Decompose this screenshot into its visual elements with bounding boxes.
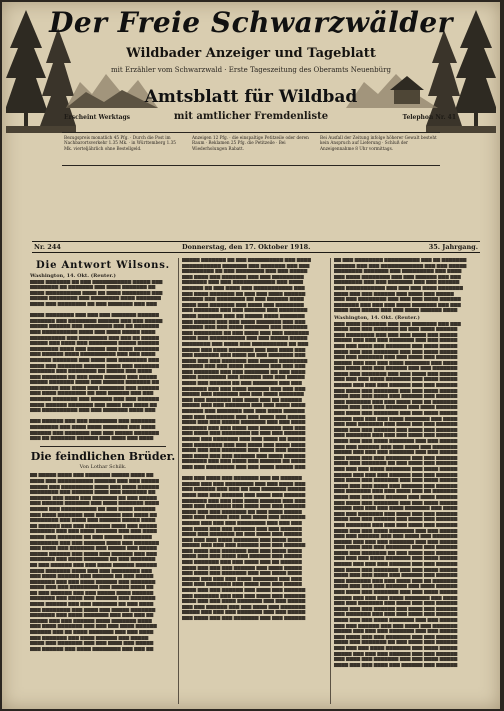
issue-dateline xyxy=(32,241,480,253)
publication-schedule: Erscheint Werktags xyxy=(64,114,131,121)
delivery-notice-text: Bei Ausfall der Zeitung infolge höherer Gewalt besteht kein Anspruch auf Lieferung · Schluß der Anzeigennahme 8 Uhr vormittags. xyxy=(320,135,437,151)
article-headline: Die Antwort Wilsons. xyxy=(36,260,170,271)
article-headline: Die feindlichen Brüder. xyxy=(30,449,176,463)
article-body-text: █████ ███████ ██ ███ ██████████ ███ ████ ███████████ ███████ ███ ███████ ███ ███ █████████ ██ ███ ████████ ███ ███ █████ ███ ████ ███ ███████ ███ ███ █████████ ███████ ███ ███ ████████████ ███ ████ ██████ ██ ███ ████ ███ ███████████ ███ ███ ████ ███████ ██ ███ ███ ████ ██████ ██████ ███ ████████ ██ ███ ██████ ████ ████ ███ ███████ ███ ████ ███ ████████ ███ ███████ ███ ███ ██████ ███ ████████ ████ ███████ ███ ██ █████ ████ ███████ ███ ██████ ███ ███ ████ ███████ ███ ███ ██████ ███ ███ ████ ███████ ███ ███████ ███ ████████ ██ ███ ████ ███ ███ ███████ ████ ███ ██████████ ███ ███ █████ █████ ████████ ███ ████ ███ ██████████ ██ ███ █████ ███ ████ ███████ ███ ███ ████ ███ ███ ███████ ███ ████ ██ ███ ███████ ███ ████ ███ ███ ███████ ███ █████ ████████ ██████ ███ ███ ████ ███████ ███ ███ ███ ███ ███████ ███ ███ ███████ ██ ███ ████ ████ ████████ ███ ██████ ███ ███ █████ ████ ███ ██████ ██ ███ ███████ ███ ███ ███████ ███ ███ ████ ██████ ███ ███ ███ █████ ███ ███████ ███ ███ ████ ███████ ███ ███ ███████ ███ ████ ███ ██ ██████ █████ ███ ███ ███████ ███ ███ ████ ████ ██████ ███ ███████ ███ ███ ████ ██████ ███ ███ ████████ ███ ███ ████ ███ █████ ████ ███ ███ █████ ███████ ███ ███ ████ ███████ ███ ███ ████ ███ ██████ ███ ███ ███ ████ ███ ████████ ██ ███ ███ ██████ █████ ███ ███████ ███ ███ ████ ██ █████ ███ ████████ ███ ███ ████ ███ ████ ████ ████ ███ ███ ███████ ███ ████ ███ █████ ███ ████ ███ ███ ██████ ███ ████ ██████ ███████ ███ ███ ████ ███ ██████ ██ ████ ███ ███ ████████ ███ ███ ████ █████ ███ ███ ███ ████ ███ ███████ ███ ██ ██████ █████ ███ ███ ████████ ███ ███ ████ ███ ███ ██████ ███ ███ ██ ███ ███████ █████ ████ ███ ███ ██████ ███ ████ ███ ██████ ███████ ███ ███ ███ ████ ██████ ███ ███ ███ ███ ███████ ███ ████ ███ ███ ██████ ████ ███ ███ ███████ ██ ███ ████ █████ ███ ███ ██████ ███ ███ ████ ███ ███████ █████ ███ ███ ███ ████████ ███ ███ ███ ███ ████ ███ ███ ██████ ███ ███ ██████ ████ ███ ███████ ██ ███ ████ ███ █████ ███ ███ ███ ████ ███████ ███ ████ ████ █████ ███ ███ ███ ██████ ███ ███ ██████ ███ ████ ███ ███████ ███ ███ ████ ████ ████ ███ ███ ████ ███ ██████ ███ █████ ███ ███████ ███ ███ ████ ███ ██ ██████ ████ ███ ███ ███ ██████ ███ ████ █████ ███ ████ ███ ███████ ███ ███ ████ ████ █████ ███ ███ ███ ████ ███████ ███ ███ ███ ███ ███████ ███ ████ ███ ███ █████ ████ ███ ███ ██████ ███ ████ ███ ██████ ███ ███████ ███ ███ ███ ████ ███ ██████ ████ ███ ███ ████ ███████ ███ ███ █████ ███ ███ ██████ ███ ███ ████ ███ ███████ █████ ███ ███ ███ ███████ ███ ███ █████ ███ ████ ███ ███ ███████ ███ ███ ██████ xyxy=(182,258,311,621)
fremdenliste-subheading: mit amtlicher Fremdenliste xyxy=(173,111,329,122)
advertising-price-text: Anzeigen 12 Pfg. · die einspaltige Petitzeile oder deren Raum · Reklamen 25 Pfg. die Petitzeile · Bei Wiederholungen Rabatt. xyxy=(192,135,309,151)
article-body-text: ███ ████ ███████ ███ ███ ███████ ███ ███ ████ ███ ███ ███████ ██ ███ ████ ██████ ███ ████████ ███ ███ ███ ████ ███ █████ █████ ███ ███ ███ ███████ ███ ███ █████ ███ ███ ████ ███ ███████ ███ ████ █████ ████ ███ ███ ███████ ███ ███ ████ █████ ███ ███ ███████ ███ ███ ████ ███ ██████ █████ ███ ███ ███ ████ ███████ ███ ████ ███ ████ ███ ███ ██████ ███ ███ ███████ ████ ███ ███████ ███ ███ ████ ███ █████ ███ ███ ███ ████ ███████ ███ ████ █████ █████ ███ ███ ███ ██████ ███ ███ ██████ ███ ████ ███ ███████ ███ ███ ████ █████ ████ ███ ███ ████ ███ ██████ ███ ██████ ███ ███████ ███ ███ ████ ███ ██ ███████ ████ ███ ███ ███ ██████ ███ ████ ██████ ███ ████ ███ ███████ ███ ███ ████ █████ █████ ███ ███ ███ ████ ███████ ███ ████ ███ ███ ███████ ███ ████ ███ ███ ██████ ████ ███ ███ ██████ ███ ████ ███ ██████ ███ ███████ ███ ███ ███ ████ ███ ██████ ████ ███ ███ ████ ███████ ███ ███ █████ ███ ███ ██████ ███ ███ ████ ███ ███████ █████ ███ ███ ███ ███████ ███ ███ █████ ███ ████ ███ ███ ███████ ███ ███ ██████ ████ ███ ███████ ██ ███ ████ ███ ██████ ███ ███ ███ ████ ███████ ███ ████ █████ █████ ███ ███ ███ ██████ ███ ███ ██████ ███ ████ ███ ███████ ███ ███ ████ █████ ████ ███ ███ ████ ███ ██████ ███ ██████ ███ ███████ ███ ███ ████ ███ ██ ███████ ████ ███ ███ ███ ██████ ███ ████ ██████ ███ ████ ███ ███████ ███ ███ ████ █████ █████ ███ ███ ███ ████ ███████ ███ ████ ███ ███ ███████ ███ ████ ███ ███ ██████ ████ ███ ███ ██████ ███ ████ ███ ██████ ███ ███████ ███ ███ ███ ████ ███ ██████ ████ ███ ███ ████ ███████ ███ ███ █████ ███ ███ ██████ ███ ███ ████ ███ ███████ █████ ███ ███ ███ ███████ ███ ███ █████ ███ ████ ███ ███ ███████ ███ ███ ██████ ████ ███ ███████ ██ ███ ████ ███ ██████ ███ ███ ███ ████ ███████ ███ ████ █████ █████ ███ ███ ███ ██████ ███ ███ ██████ ███ ████ ███ ███████ ███ ███ ████ █████ ████ ███ ███ ████ ███ ██████ ███ ██████ ███ ███████ ███ ███ ████ ███ ██ ███████ ████ ███ ███ ███ ██████ ███ ████ ██████ ███ ████ ███ ███████ ███ ███ ████ █████ █████ ███ ███ ███ ████ ███████ ███ ████ ███ ███ ███████ ███ ████ ███ ███ ██████ ████ ███ ███ ██████ ███ ████ ███ ██████ ███ ███████ ███ ███ ███ ████ ███ ██████ ████ ███ ███ ████ ███████ ███ ███ █████ ███ ███ ██████ ███ ███ ████ ███ ███████ █████ ███ ███ ███ ███████ ███ ███ █████ ███ ████ ███ ███ ███████ ███ ███ ██████ ████ ███ ███████ ██ ███ ████ ███ ██████ ███ ███ ███ ████ ███████ ███ ████ █████ █████ ███ ███ ███ ██████ ███ ███ ██████ ███ ████ ███ ███████ ███ ███ ████ █████ ████ ███ ███ ████ ███ ██████ ███ ██████ xyxy=(334,321,461,668)
newspaper-page xyxy=(2,2,500,709)
article-body-text: ██ ███ ████████ ██████████ ███ ██ ███████ ██████ ███ ███ ████████████ ███ ███ █████ ████████ ███████ ███ █████████ ███ ████ ███ ████ ████████ ███ ███ ██████ ███ ███ ████████ ███ ███ ███████ ███ ███ ██████ ███ ███████████ ███ ███ ███ ████ ███████ ████ ███ ███ ██████ ███ ████ ███ █████ ███ ███ ████████ ███ ███ ███ ████ ██████ ███████ ███ ███ ███ ████ ███████ ███ ███ ████ ███ █████ ███ ███ ████ ██████ ████ xyxy=(334,258,467,314)
newspaper-title: Der Freie Schwarzwälder xyxy=(49,6,453,39)
article-body-text: ██ █████ ████ ███ ███████ █████ ████ ██ ████ ███ ██████████ ██████ ███ ███ █████ █████ ███ █████████ ████ ███ ████ ██████ ████████ ███ ██████ ████ ███ ███████ ██ ██████ ███ ████ ███ ███████ ██ ███ █████ ███ ██████ ███████ ███ ████ ███████ ████ █████ ███ ██████████ ██ ███ ████ ██████ ███ ████ ███████ ███ ███████ ███ ████ ██ ████████ ███ ████ ███ ██████ █████ ████ ██ ██████ ███ ███ ███████ ████ ███ █████ ███████ ███ ███ ████ ██████ ███ ███ ████ ████ ███ ███████ ██ ███ █████ ████████ ████████ ███ ███ ██████ ████ ███ ███████ ███ ████ ███ ███████ ███ █████ ███ █████ █████ ██████ ███ ████ ███ ██████ ███ ███ ███████ ███ ████ ███████ ██ ███ ███████ ██ ███ ██████ ███ ███ ████ ██████ ██████ ████ ███████ ████ ███ ███ ████████ ███ ███ ████ ██████ ███ ██████ ██ ███ █████ ███████ ███ ███ ████ ██████ ███ ███████ ████ ███ ███ ████████ ███ █████ ████ ██ ██ ███ ██████ ███ ███ █████ ████ ██████ ███████ ███ ████ ███ ██████ ███ ███████ ████ ██████ ███ ███ ███████ ██ ███ ████ ███ ████████ ███ ████ ███ █████ ███████ ███████ ███ ████ ███████ ███ ███ ███ ██ █████ ███ ███ ██████ ████ ███████ ████ ███ ████ ███████ ███ ███ ███ ████ ██████ ██████ ███ ██ ████ ███████ ███ ███ ████ ███ ███████ ███ ████ ██████ ███ █████ ████ ███ ███████ ███ ███ ████ ███ █████ ███ ██████ ███ ████ ████████ ███ ███ ██ xyxy=(30,473,159,652)
column-1 xyxy=(30,258,176,704)
column-rule xyxy=(178,258,179,704)
masthead xyxy=(2,2,500,238)
issue-number: Nr. 244 xyxy=(34,243,61,251)
telephone-number: Telephon Nr. 41 xyxy=(402,114,456,121)
issue-date: Donnerstag, den 17. Oktober 1918. xyxy=(182,243,311,251)
article-separator xyxy=(40,446,166,447)
column-2 xyxy=(182,258,328,704)
article-dateline: Washington, 14. Okt. (Reuter.) xyxy=(30,273,116,279)
newspaper-subtitle: Wildbader Anzeiger und Tageblatt xyxy=(126,46,376,61)
newspaper-tagline: mit Erzähler vom Schwarzwald · Erste Tageszeitung des Oberamts Neuenbürg xyxy=(111,66,391,74)
subscription-price-text: Bezugspreis monatlich 45 Pfg. · Durch die Post im Nachbarortsverkehr 1.35 Mk. · in Württemberg 1.35 Mk. vierteljährlich ohne Bestellgeld. xyxy=(64,135,176,151)
column-3 xyxy=(334,258,480,704)
issue-year: 35. Jahrgang. xyxy=(428,243,478,251)
subscription-info-box xyxy=(62,132,440,166)
article-dateline: Washington, 14. Okt. (Reuter.) xyxy=(334,314,420,321)
column-rule xyxy=(330,258,331,704)
amtsblatt-heading: Amtsblatt für Wildbad xyxy=(144,87,358,107)
article-body-text: ████ ███████ ██ ███ ███████████ █████ ███ ████████ ██ ███████ ███ ████ ███████ ██ ████ ██████████ ████ ██ ████ ████████ ███ █████ ████████ ███ ████████ ████ ███████ ████ ███ ████████ ██ ███ ███████ ███ ███ ████ ████████ ███ ███ ███ ███████ ██████ ███████ ███ ████████ ██████ ███ ███ █████ █████ ██████ ███ ████████ ███ ██ ███████ ███ ██████████ ████ ███ ████ █████ ████ ██████████ ███ ████████ ███ ███ ██ █████ █████ ███ ████ ███ ████████ █████ ██████ ████████ ████ ███ █████ ███ ████ ███████ ███ ██████ ████ ██████████ ███ ███ ████ ██████ ███████ ███ ████ ███ ████████ ███ ████ ███ ███████ ██████ ████ ███ ███████ ███████ ███ ████████ ██ █████ ███ ████ ███ ███████ ██ ███ ████ ██████ ███ █████ █████ ███████ ████ ███ ██████ ███████ ██ ████████ ███ ████ ███ ███████ ███ ██████ ███ ████ ████████ ██ ███ ██████ ███ ███ ██████ ███████ ███ ██████ ███ ███ ██████ ████ ██████ ███████ ███ ████ ███ ████ ██ ███ ██████████ ███ ███ ███████ ████ ███ ███ ██████ ███ ███ ████████ ███ ███████ ████████ ███ ████ ████ ███████ ███ ████ ██████ ███ ███████ ███ ███ █████ ███████ ███ ██ ███████ ██████ ███ ████ ███ ████ xyxy=(30,279,163,442)
article-byline: Von Lothar Schilk. xyxy=(79,463,127,470)
